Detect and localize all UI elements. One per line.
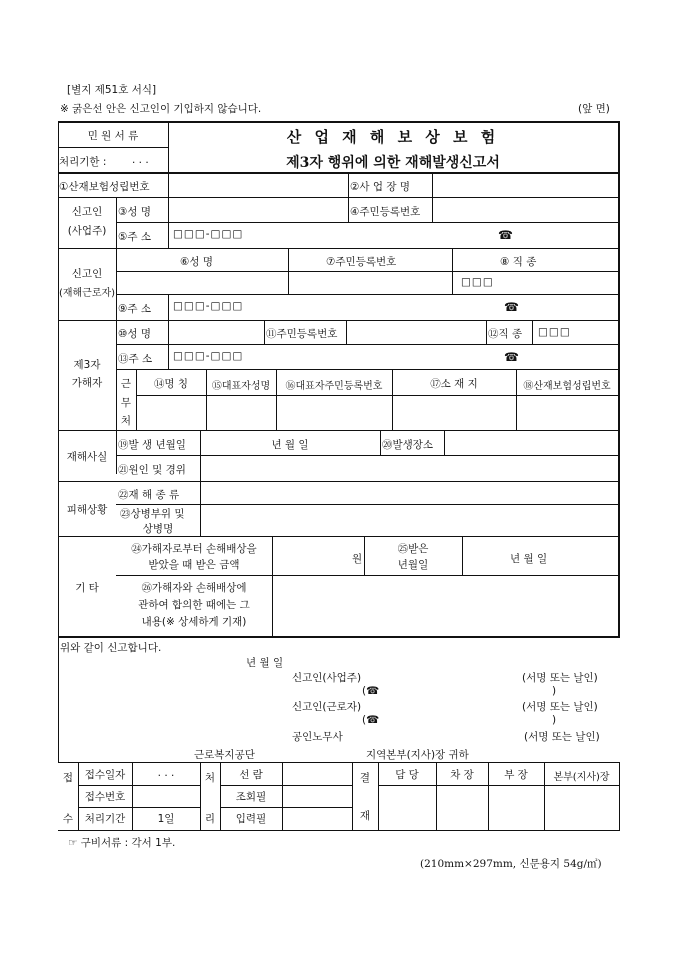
etc-recv-l1: ㉕받은 [397, 543, 429, 555]
deadline-label: 처리기한 : [59, 156, 107, 168]
side-label: (앞 면) [578, 103, 610, 115]
acc-date-value: 년 월 일 [271, 439, 309, 451]
deadline-value: . . . [132, 154, 149, 166]
reporter-biz-label1: 신고인 [71, 206, 103, 218]
etc-agree-l2: 관하여 합의한 때에는 그 [138, 599, 250, 611]
paper-spec: (210mm×297mm, 신문용지 54g/㎡) [420, 858, 602, 870]
biz-addr-label: ⑤주 소 [118, 231, 152, 243]
office-period-label: 처리기간 [84, 813, 126, 825]
office-reg-c1: 접 [62, 772, 74, 784]
etc-amount-l1: ㉔가해자로부터 손해배상을 [131, 543, 257, 555]
office-input: 입력필 [235, 813, 267, 825]
work-rep-rrn-label: ⑯대표자주민등록번호 [285, 381, 383, 392]
office-review: 선 람 [239, 769, 263, 781]
third-name-label: ⑩성 명 [118, 328, 152, 340]
sign-worker-note: (서명 또는 날인) [522, 701, 598, 713]
etc-recv-date: 년 월 일 [510, 553, 548, 565]
sign-biz-note: (서명 또는 날인) [522, 672, 598, 684]
office-a3: 부 장 [504, 769, 528, 781]
sign-biz-label: 신고인(사업주) [292, 672, 362, 684]
notice-text: ※ 굵은선 안은 신고인이 기입하지 않습니다. [60, 103, 262, 115]
damage-label: 피해상황 [66, 504, 108, 516]
acc-date-label: ⑲발 생 년월일 [118, 439, 186, 451]
biz-name-label: ③성 명 [118, 206, 152, 218]
worker-zip-boxes[interactable]: □□□-□□□ [173, 300, 244, 312]
office-reg-no-label: 접수번호 [84, 791, 126, 803]
worker-job-boxes[interactable]: □□□ [461, 276, 494, 288]
office-reg-date-label: 접수일자 [84, 769, 126, 781]
third-label2: 가해자 [71, 377, 103, 389]
work-c1: 근 [120, 378, 132, 390]
third-addr-label: ⑬주 소 [118, 353, 153, 365]
third-label1: 제3자 [73, 359, 101, 371]
accident-label: 재해사실 [66, 451, 108, 463]
etc-won: 원 [352, 553, 363, 565]
form-number: [별지 제51호 서식] [67, 84, 157, 96]
phone-icon: ☎ [504, 300, 519, 314]
work-rep-label: ⑮대표자성명 [211, 381, 271, 392]
sign-worker-label: 신고인(근로자) [292, 701, 362, 713]
office-appr-c1: 결 [359, 772, 371, 784]
title-main: 산 업 재 해 보 상 보 험 [286, 128, 500, 146]
biz-zip-boxes[interactable]: □□□-□□□ [173, 228, 244, 240]
worker-rrn-label: ⑦주민등록번호 [326, 256, 397, 268]
third-rrn-label: ⑪주민등록번호 [266, 328, 338, 340]
damage-part-label1: ㉓상병부위 및 [120, 508, 185, 520]
worker-phone: (☎ [362, 714, 380, 726]
sign-labor-note: (서명 또는 날인) [524, 731, 600, 743]
third-job-label: ⑫직 종 [488, 328, 523, 340]
office-a2: 차 장 [450, 769, 474, 781]
office-reg-date-value: . . . [157, 767, 175, 779]
acc-place-label: ⑳발생장소 [382, 439, 434, 451]
etc-label: 기 타 [75, 582, 99, 594]
work-c3: 처 [120, 415, 132, 427]
doc-label: 민 원 서 류 [87, 130, 139, 142]
office-period-value: 1일 [157, 813, 175, 825]
office-reg-c2: 수 [62, 813, 74, 825]
office-a1: 담 당 [395, 769, 419, 781]
sign-labor-label: 공인노무사 [292, 731, 343, 743]
org-name: 근로복지공단 [194, 749, 255, 761]
damage-type-label: ㉒재 해 종 류 [118, 489, 180, 501]
declaration-text: 위와 같이 신고합니다. [60, 642, 162, 654]
work-loc-label: ⑰소 재 지 [430, 378, 478, 390]
acc-cause-label: ㉑원인 및 경위 [118, 464, 186, 476]
office-appr-c2: 재 [359, 810, 371, 822]
title-sub: 제3자 행위에 의한 재해발생신고서 [286, 155, 500, 171]
work-name-label: ⑭명 칭 [153, 378, 189, 390]
worker-name-label: ⑥성 명 [180, 256, 214, 268]
office-proc-c2: 리 [204, 813, 216, 825]
office-a4: 본부(지사)장 [553, 772, 610, 783]
worker-addr-label: ⑨주 소 [118, 303, 152, 315]
damage-part-label2: 상병명 [142, 523, 174, 535]
biz-phone-close: ) [552, 685, 557, 697]
required-docs: ☞ 구비서류 : 각서 1부. [68, 837, 176, 849]
office-check: 조회필 [235, 791, 267, 803]
work-ins-no-label: ⑱산재보험성립번호 [523, 381, 611, 392]
ins-no-label: ①산재보험성립번호 [59, 181, 150, 193]
etc-agree-l3: 내용(※ 상세하게 기재) [141, 616, 247, 628]
etc-agree-l1: ㉖가해자와 손해배상에 [141, 582, 247, 594]
phone-icon: ☎ [498, 228, 513, 242]
reporter-worker-label2: (재해근로자) [58, 288, 116, 299]
etc-amount-l2: 받았을 때 받은 금액 [148, 559, 240, 571]
work-c2: 무 [120, 397, 132, 409]
third-zip-boxes[interactable]: □□□-□□□ [173, 350, 244, 362]
declaration-date: 년 월 일 [246, 657, 284, 669]
worker-phone-close: ) [552, 714, 557, 726]
site-name-label: ②사 업 장 명 [350, 181, 410, 193]
addressee: 지역본부(지사)장 귀하 [366, 749, 469, 761]
biz-phone: (☎ [362, 685, 380, 697]
phone-icon: ☎ [504, 350, 519, 364]
etc-recv-l2: 년월일 [397, 559, 429, 571]
biz-rrn-label: ④주민등록번호 [350, 206, 421, 218]
worker-job-label: ⑧ 직 종 [500, 256, 537, 268]
reporter-worker-label1: 신고인 [71, 268, 103, 280]
site-name-field[interactable] [433, 174, 617, 196]
office-proc-c1: 처 [204, 772, 216, 784]
reporter-biz-label2: (사업주) [67, 225, 107, 237]
third-job-boxes[interactable]: □□□ [538, 326, 571, 338]
